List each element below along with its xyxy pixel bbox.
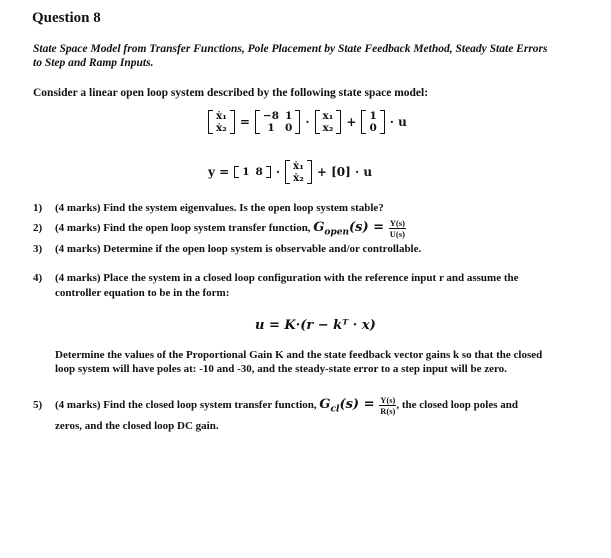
xdot1: ẋ₁	[216, 110, 227, 122]
a12: 1	[285, 110, 293, 122]
controller-equation: u = K·(r − kᵀ · x)	[255, 318, 376, 333]
question-subtitle: State Space Model from Transfer Functions, Pole Placement by State Feedback Method, Steady State Errors to Step and Ramp Inputs.	[33, 43, 548, 69]
item-text: Find the open loop system transfer function,	[103, 222, 311, 235]
item-4	[33, 272, 519, 284]
feedthrough-term: + [0] · u	[316, 165, 373, 179]
xdot2: ẋ₂	[216, 122, 227, 134]
transfer-function-open	[313, 220, 385, 238]
equals-sign: =	[239, 115, 250, 129]
tf-subscript: open	[324, 227, 349, 238]
a21: 1	[267, 122, 275, 134]
item-number: 5)	[33, 399, 43, 412]
output-xdot-vector	[285, 160, 312, 184]
a11: −8	[262, 110, 280, 122]
state-equation	[208, 110, 407, 134]
fraction-numerator: Y(s)	[380, 395, 396, 405]
b1: 1	[369, 110, 377, 122]
item-text: Find the system eigenvalues. Is the open loop system stable?	[103, 202, 384, 214]
tf-symbol: G	[313, 220, 325, 236]
question-title: Question 8	[32, 10, 101, 26]
item-marks: (4 marks)	[55, 272, 101, 284]
item-marks: (4 marks)	[55, 202, 101, 214]
dot-operator: ·	[305, 115, 310, 129]
x1: x₁	[322, 110, 334, 122]
transfer-function-closed	[319, 397, 375, 415]
item-number: 1)	[33, 202, 43, 214]
item-marks: (4 marks)	[55, 243, 101, 255]
c2: 8	[255, 166, 263, 178]
item-marks: (4 marks)	[55, 399, 101, 412]
out-xdot2: ẋ₂	[293, 172, 304, 184]
tf-argument: (s) =	[349, 220, 385, 236]
x2: x₂	[322, 122, 334, 134]
item-text: Find the closed loop system transfer function,	[103, 399, 317, 412]
item-number: 3)	[33, 243, 43, 255]
fraction-y-over-r	[379, 395, 396, 416]
tf-subscript: cl	[330, 404, 340, 415]
output-y: y =	[208, 165, 230, 179]
a-matrix	[255, 110, 300, 134]
item-3	[33, 243, 421, 255]
a22: 0	[285, 122, 293, 134]
dot-operator: ·	[275, 165, 281, 179]
c1: 1	[242, 166, 250, 178]
item-5	[33, 395, 518, 416]
item-4-paragraph: Determine the values of the Proportional Gain K and the state feedback vector gains k so that the closed loop system will have poles at: -10 and -30, and the steady-state error to a step input will be zero.	[55, 349, 543, 375]
fraction-numerator: Y(s)	[389, 218, 405, 228]
out-xdot1: ẋ₁	[293, 160, 304, 172]
item-5-continuation: zeros, and the closed loop DC gain.	[55, 420, 219, 432]
fraction-denominator: R(s)	[380, 406, 396, 416]
input-u: · u	[389, 115, 407, 129]
item-text-after: , the closed loop poles and	[396, 399, 518, 412]
plus-sign: +	[346, 115, 357, 129]
item-text: Place the system in a closed loop configuration with the reference input r and assume the	[103, 272, 519, 284]
tf-argument: (s) =	[339, 397, 375, 413]
x-vector	[315, 110, 342, 134]
b2: 0	[369, 122, 377, 134]
item-2	[33, 218, 406, 239]
item-number: 2)	[33, 222, 43, 235]
item-number: 4)	[33, 272, 43, 284]
fraction-denominator: U(s)	[389, 229, 405, 239]
item-1	[33, 202, 384, 214]
b-vector	[361, 110, 384, 134]
c-matrix	[234, 166, 271, 178]
tf-symbol: G	[319, 397, 331, 413]
xdot-vector	[208, 110, 235, 134]
intro-text: Consider a linear open loop system described by the following state space model:	[33, 87, 429, 99]
fraction-y-over-u	[389, 218, 406, 239]
item-marks: (4 marks)	[55, 222, 101, 235]
item-4-continuation: controller equation to be in the form:	[55, 287, 230, 299]
output-equation	[208, 160, 372, 184]
item-text: Determine if the open loop system is observable and/or controllable.	[103, 243, 422, 255]
